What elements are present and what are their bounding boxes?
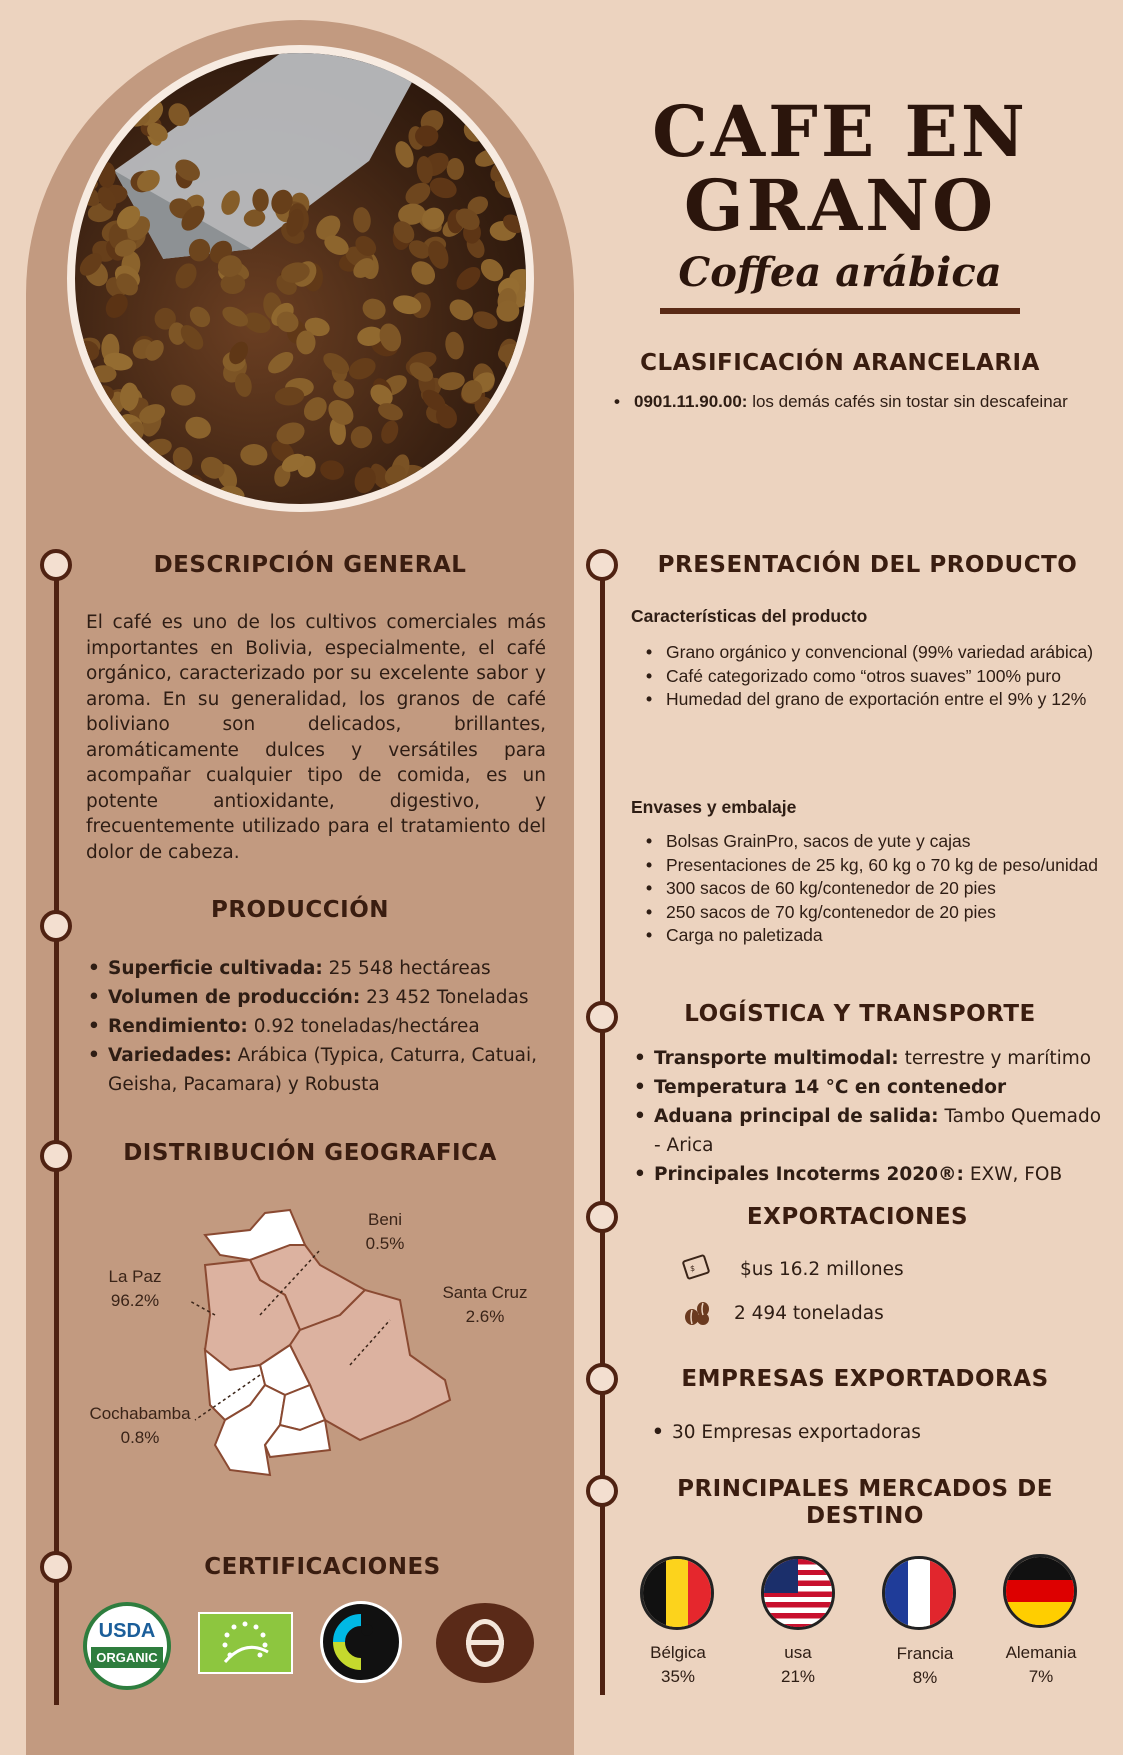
empresas-list — [650, 1420, 1070, 1446]
france-flag-icon — [882, 1556, 956, 1630]
logistica-list — [632, 1044, 1102, 1189]
map-label-santa-cruz: Santa Cruz 2.6% — [442, 1283, 528, 1326]
page-subtitle: Coffea arábica — [678, 249, 1002, 296]
list-item: • Café categorizado como “otros suaves” 100% puro — [644, 665, 1098, 689]
clasificacion-item — [612, 390, 1077, 413]
tariff-code: 0901.11.90.00: — [634, 392, 748, 411]
list-item: • 30 Empresas exportadoras — [650, 1420, 1070, 1446]
produccion-item: • Superficie cultivada: 25 548 hectáreas — [86, 954, 556, 983]
title-divider — [660, 308, 1020, 314]
presentacion-heading: PRESENTACIÓN DEL PRODUCTO — [657, 552, 1078, 578]
page-title-line2: GRANO — [683, 164, 997, 247]
germany-flag-icon — [1003, 1554, 1077, 1628]
map-label-cochabamba: Cochabamba 0.8% — [89, 1404, 191, 1447]
tariff-description: los demás cafés sin tostar sin descafeinar — [752, 392, 1068, 411]
svg-text:$: $ — [690, 1264, 696, 1273]
logistica-item: • Transporte multimodal: terrestre y marítimo — [632, 1044, 1102, 1073]
coffee-beans-photo — [67, 45, 534, 512]
produccion-item: • Variedades: Arábica (Typica, Caturra, Catuai, Geisha, Pacamara) y Robusta — [86, 1041, 556, 1099]
empresas-heading: EMPRESAS EXPORTADORAS — [681, 1366, 1049, 1392]
market-label-belgica: Bélgica 35% — [650, 1643, 706, 1686]
logistica-heading: LOGÍSTICA Y TRANSPORTE — [684, 1001, 1036, 1027]
timeline-dot-logistica — [586, 1001, 618, 1033]
timeline-dot-produccion — [40, 910, 72, 942]
belgium-flag-icon — [640, 1556, 714, 1630]
timeline-dot-distribucion — [40, 1140, 72, 1172]
clasificacion-heading: CLASIFICACIÓN ARANCELARIA — [640, 350, 1040, 376]
produccion-list — [86, 954, 556, 1099]
logistica-item: • Principales Incoterms 2020®: EXW, FOB — [632, 1160, 1102, 1189]
list-item: • 300 sacos de 60 kg/contenedor de 20 pies — [644, 877, 1098, 901]
market-label-francia: Francia 8% — [896, 1644, 954, 1687]
envases-heading: Envases y embalaje — [631, 797, 797, 817]
export-value-tons: 2 494 toneladas — [734, 1303, 884, 1324]
export-value-money: $us 16.2 millones — [740, 1259, 904, 1280]
bolivia-map — [190, 1205, 470, 1485]
certificaciones-heading: CERTIFICACIONES — [204, 1554, 441, 1580]
produccion-heading: PRODUCCIÓN — [210, 897, 389, 923]
left-timeline — [54, 565, 59, 1705]
market-label-alemania: Alemania 7% — [1005, 1643, 1077, 1686]
timeline-dot-descripcion — [40, 549, 72, 581]
timeline-dot-empresas — [586, 1363, 618, 1395]
usda-organic-logo: USDA ORGANIC — [83, 1602, 171, 1690]
map-label-beni: Beni 0.5% — [365, 1210, 405, 1253]
list-item: • Bolsas GrainPro, sacos de yute y cajas — [644, 830, 1098, 854]
timeline-dot-presentacion — [586, 549, 618, 581]
list-item: • Humedad del grano de exportación entre el 9% y 12% — [644, 688, 1098, 712]
right-timeline — [600, 565, 605, 1695]
descripcion-text: El café es uno de los cultivos comerciales más importantes en Bolivia, especialmente, el café orgánico, caracterizado por su excelente sabor y aroma. En su generalidad, los granos de café boliviano son delicados, brillantes, aromáticamente dulces y versátiles para acompañar cualquier tipo de comida, es un potente antioxidante, digestivo, y frecuentemente utilizado para el tratamiento del dolor de cabeza. — [86, 612, 546, 863]
eu-organic-logo — [198, 1612, 293, 1674]
money-bill-icon — [680, 1254, 712, 1282]
list-item: • Presentaciones de 25 kg, 60 kg o 70 kg de peso/unidad — [644, 854, 1098, 878]
list-item: • Grano orgánico y convencional (99% variedad arábica) — [644, 641, 1098, 665]
caracteristicas-list — [644, 641, 1098, 712]
market-label-usa: usa 21% — [780, 1643, 816, 1686]
timeline-dot-mercados — [586, 1475, 618, 1507]
page-title-line1: CAFE EN — [652, 90, 1028, 173]
list-item: • Carga no paletizada — [644, 924, 1098, 948]
caracteristicas-heading: Características del producto — [631, 606, 868, 626]
distribucion-heading: DISTRIBUCIÓN GEOGRAFICA — [123, 1140, 497, 1166]
title-block — [610, 90, 1070, 314]
usa-flag-icon — [761, 1556, 835, 1630]
exportaciones-heading: EXPORTACIONES — [746, 1204, 969, 1230]
produccion-item: • Volumen de producción: 23 452 Toneladas — [86, 983, 556, 1012]
map-label-la-paz: La Paz 96.2% — [108, 1267, 162, 1310]
list-item: • 250 sacos de 70 kg/contenedor de 20 pies — [644, 901, 1098, 925]
fairtrade-logo — [320, 1601, 402, 1683]
mercados-heading: PRINCIPALES MERCADOS DE DESTINO — [677, 1476, 1053, 1529]
timeline-dot-exportaciones — [586, 1201, 618, 1233]
coffee-beans-icon — [682, 1300, 712, 1326]
timeline-dot-certificaciones — [40, 1551, 72, 1583]
descripcion-heading: DESCRIPCIÓN GENERAL — [153, 552, 467, 578]
envases-list — [644, 830, 1098, 948]
logistica-item: • Temperatura 14 °C en contenedor — [632, 1073, 1102, 1102]
logistica-item: • Aduana principal de salida: Tambo Quemado - Arica — [632, 1102, 1102, 1160]
produccion-item: • Rendimiento: 0.92 toneladas/hectárea — [86, 1012, 556, 1041]
coffee-certification-logo — [436, 1603, 534, 1683]
